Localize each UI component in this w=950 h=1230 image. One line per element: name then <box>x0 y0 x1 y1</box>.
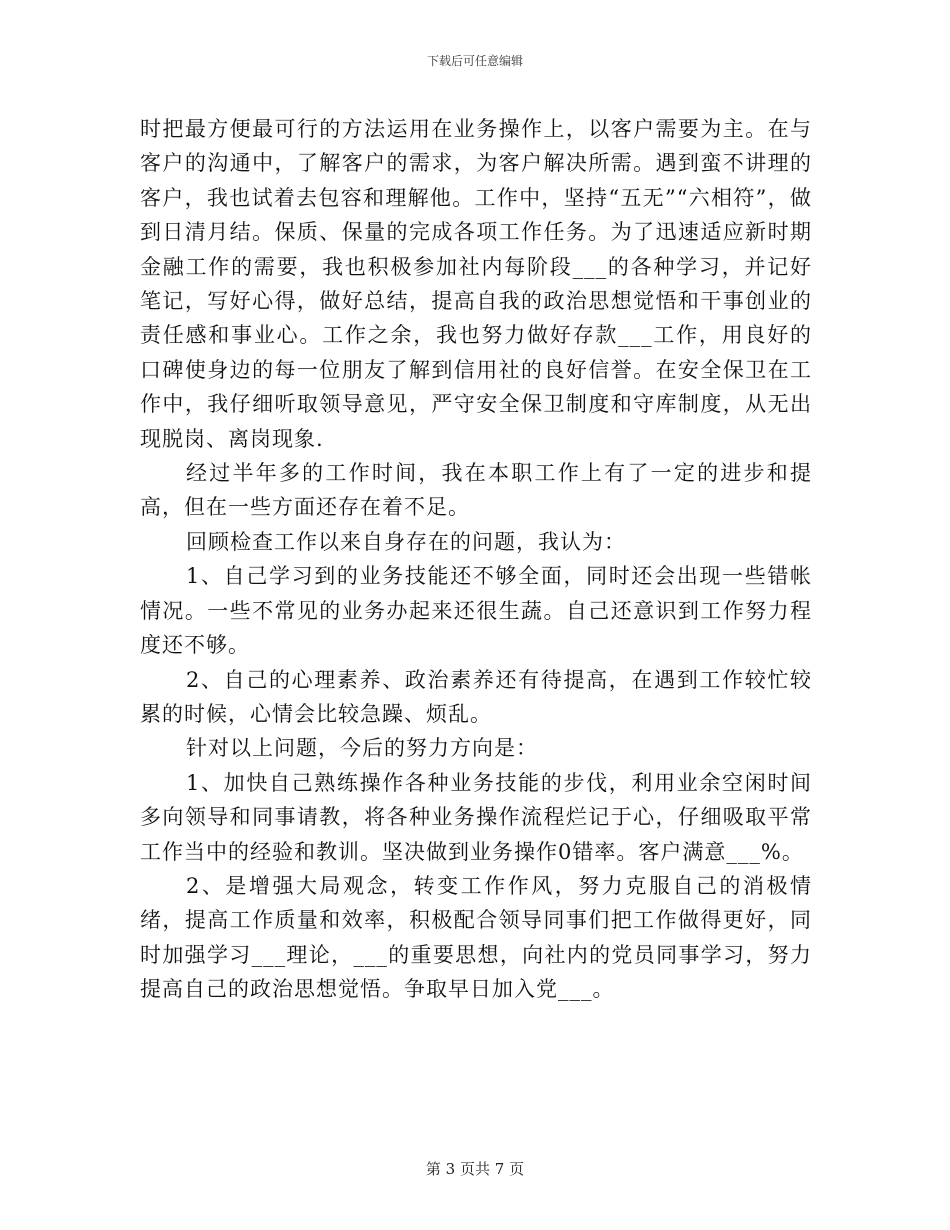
page-header: 下载后可任意编辑 <box>426 54 523 68</box>
direction-item-2: 2、是增强大局观念，转变工作作风，努力克服自己的消极情绪，提高工作质量和效率，积极配合领导同事们把工作做得更好，同时加强学习___理论，___的重要思想，向社内的党员同事学习，努力提高自己的政治思想觉悟。争取早日加入党___。 <box>140 873 812 1002</box>
document-body <box>140 112 812 1007</box>
problem-item-1: 1、自己学习到的业务技能还不够全面，同时还会出现一些错帐情况。一些不常见的业务办起来还很生蔬。自己还意识到工作努力程度还不够。 <box>140 564 812 658</box>
problem-item-2: 2、自己的心理素养、政治素养还有待提高，在遇到工作较忙较累的时候，心情会比较急躁、烦乱。 <box>140 667 812 726</box>
body-paragraph-2: 经过半年多的工作时间，我在本职工作上有了一定的进步和提高，但在一些方面还存在着不足。 <box>140 461 812 520</box>
page-number-footer: 第 3 页共 7 页 <box>425 1160 525 1178</box>
body-paragraph-6: 针对以上问题，今后的努力方向是： <box>186 736 538 761</box>
body-paragraph-1: 时把最方便最可行的方法运用在业务操作上，以客户需要为主。在与客户的沟通中，了解客户的需求，为客户解决所需。遇到蛮不讲理的客户，我也试着去包容和理解他。工作中，坚持“五无”“六相符”，做到日清月结。保质、保量的完成各项工作任务。为了迅速适应新时期金融工作的需要，我也积极参加社内每阶段___的各种学习，并记好笔记，写好心得，做好总结，提高自我的政治思想觉悟和干事创业的责任感和事业心。工作之余，我也努力做好存款___工作，用良好的口碑使身边的每一位朋友了解到信用社的良好信誉。在安全保卫在工作中，我仔细听取领导意见，严守安全保卫制度和守库制度，从无出现脱岗、离岗现象. <box>140 117 812 451</box>
body-paragraph-3: 回顾检查工作以来自身存在的问题，我认为： <box>186 529 626 554</box>
direction-item-1: 1、加快自己熟练操作各种业务技能的步伐，利用业余空闲时间多向领导和同事请教，将各种业务操作流程烂记于心，仔细吸取平常工作当中的经验和教训。坚决做到业务操作0错率。客户满意___%。 <box>140 770 812 864</box>
